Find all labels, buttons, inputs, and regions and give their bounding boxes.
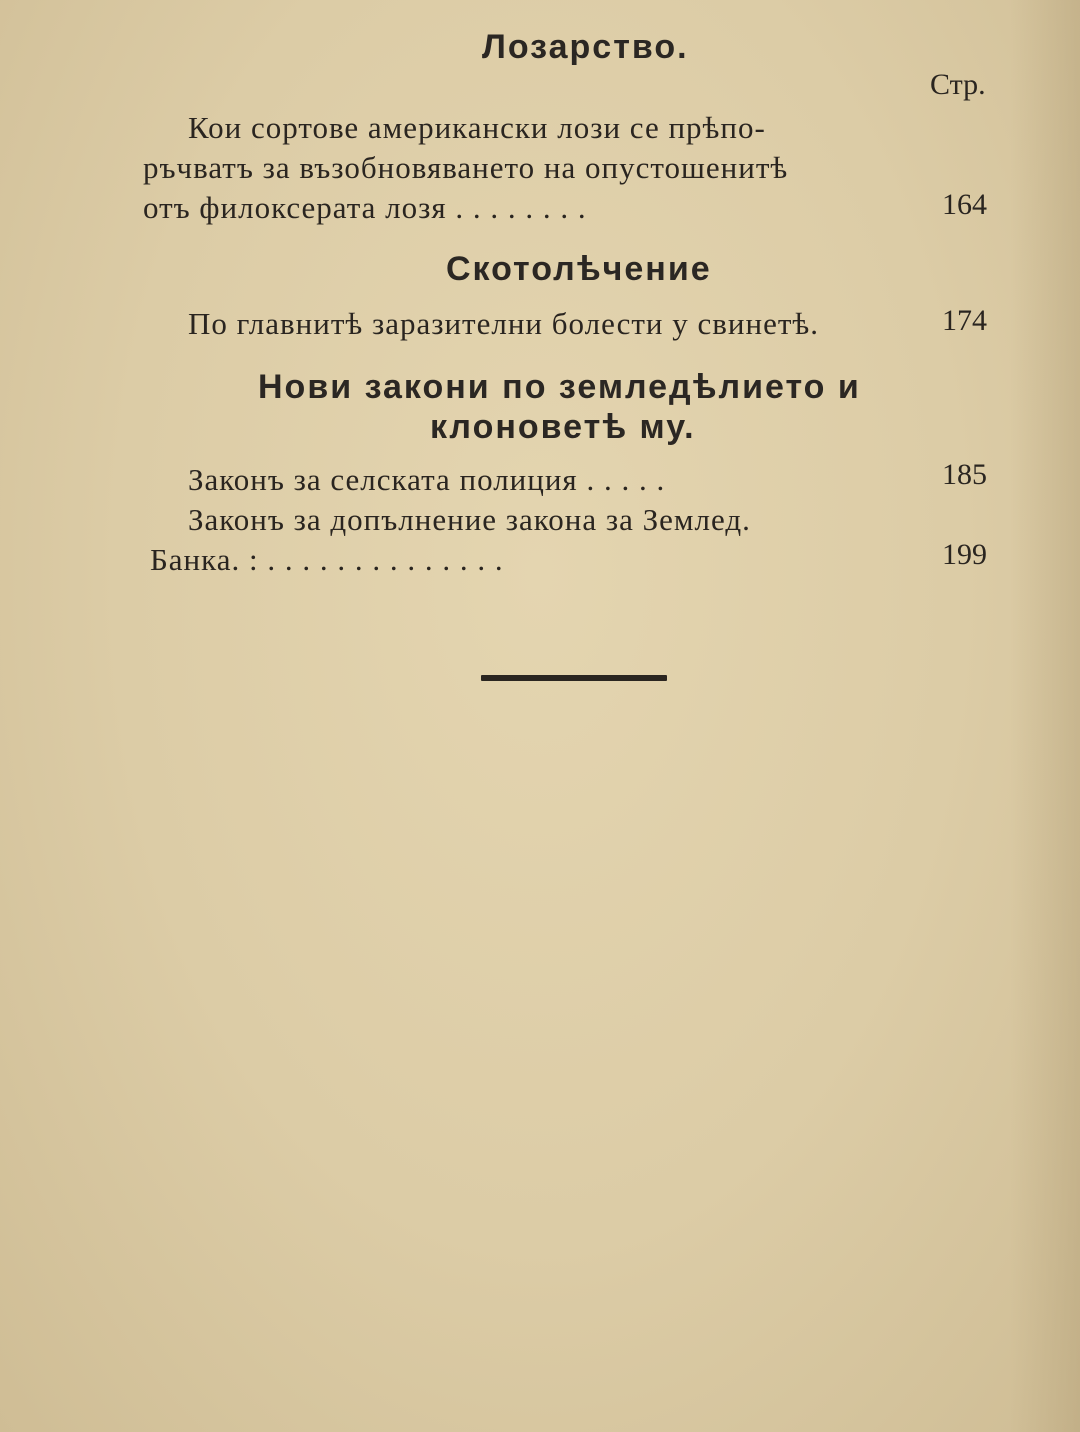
entry-line: отъ филоксерата лозя . . . . . . . . bbox=[143, 190, 587, 225]
entry-line: Банка. : . . . . . . . . . . . . . . bbox=[150, 542, 504, 577]
section-heading: Нови закони по земледѣлието и bbox=[258, 368, 861, 406]
section-heading: Лозарство. bbox=[482, 28, 689, 66]
section-heading: клоноветѣ му. bbox=[430, 408, 696, 446]
end-rule bbox=[481, 675, 667, 681]
entry-page-number: 174 bbox=[942, 304, 987, 337]
entry-line: Законъ за допълнение закона за Землед. bbox=[188, 502, 751, 537]
entry-line: Законъ за селската полиция . . . . . bbox=[188, 462, 666, 497]
entry-page-number: 199 bbox=[942, 538, 987, 571]
entry-page-number: 185 bbox=[942, 458, 987, 491]
entry-line: Кои сортове американски лози се прѣпо- bbox=[188, 110, 766, 145]
page-edge-shadow bbox=[1010, 0, 1080, 1432]
entry-page-number: 164 bbox=[942, 188, 987, 221]
entry-line: ръчватъ за възобновяването на опустошенитѣ bbox=[143, 150, 789, 185]
page-column-label: Стр. bbox=[930, 68, 986, 101]
section-heading: Скотолѣчение bbox=[446, 250, 712, 288]
entry-line: По главнитѣ заразителни болести у свинетѣ. bbox=[188, 306, 819, 341]
